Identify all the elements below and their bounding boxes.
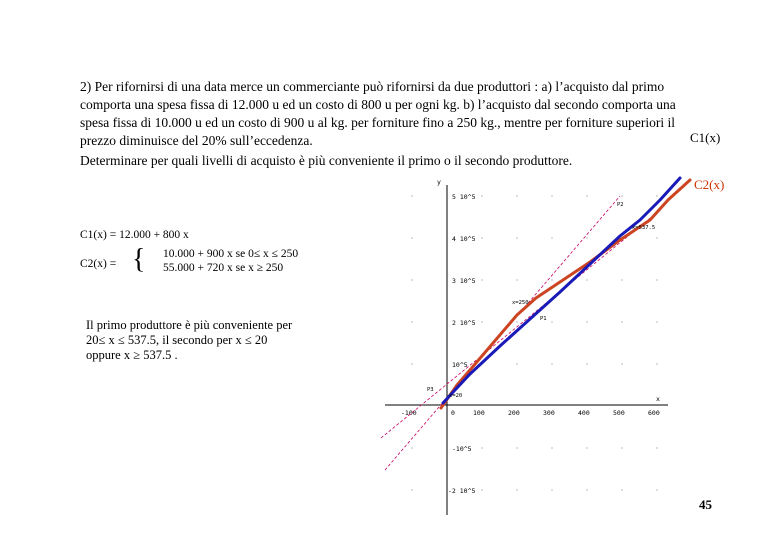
grid-dot — [516, 321, 517, 322]
grid-dot — [656, 279, 657, 280]
c2-curve — [441, 180, 690, 408]
grid-dot — [586, 489, 587, 490]
piecewise-brace: { — [132, 244, 146, 275]
point-x250-label: x=250 — [512, 300, 529, 306]
grid-dot — [656, 363, 657, 364]
grid-dot — [411, 237, 412, 238]
grid-dot — [551, 447, 552, 448]
grid-dot — [621, 321, 622, 322]
x-tick-500: 500 — [613, 409, 625, 417]
grid-dot — [621, 195, 622, 196]
x-tick-zero: 0 — [451, 409, 455, 417]
y-tick-5e5: 5 10^5 — [452, 193, 476, 201]
grid-dot — [411, 279, 412, 280]
grid-dot — [586, 447, 587, 448]
problem-line-4: prezzo diminuisce del 20% sull’eccedenza. — [80, 133, 313, 148]
y-axis-label: y — [437, 178, 441, 186]
grid-dot — [516, 279, 517, 280]
conclusion-line-1: Il primo produttore è più conveniente per — [86, 318, 293, 332]
grid-dot — [656, 195, 657, 196]
c1-legend-label: C1(x) — [690, 130, 721, 145]
point-p3-label: P3 — [427, 387, 434, 393]
x-tick-100: 100 — [473, 409, 485, 417]
y-tick-neg-1e5: -10^5 — [452, 445, 472, 453]
grid-dot — [551, 321, 552, 322]
grid-dot — [551, 195, 552, 196]
grid-dot — [656, 321, 657, 322]
grid-dot — [586, 363, 587, 364]
c2-case-1: 10.000 + 900 x se 0≤ x ≤ 250 — [163, 248, 299, 260]
conclusion-line-3: oppure x ≥ 537.5 . — [86, 348, 178, 362]
grid-dot — [586, 321, 587, 322]
page-number: 45 — [699, 497, 712, 512]
grid-dot — [481, 279, 482, 280]
grid-dot — [516, 489, 517, 490]
grid-dot — [621, 279, 622, 280]
grid-dot — [586, 195, 587, 196]
y-tick-2e5: 2 10^5 — [452, 319, 476, 327]
grid-dot — [551, 363, 552, 364]
grid-dot — [481, 321, 482, 322]
grid-dot — [551, 489, 552, 490]
grid-dot — [411, 363, 412, 364]
problem-line-1: 2) Per rifornirsi di una data merce un commerciante può rifornirsi da due produttori : a) l’acquisto dal primo — [80, 79, 665, 94]
grid-dot — [516, 363, 517, 364]
c2-legend-label: C2(x) — [694, 177, 725, 192]
conclusion-line-2: 20≤ x ≤ 537.5, il secondo per x ≤ 20 — [86, 333, 268, 347]
grid-dot — [516, 447, 517, 448]
c2-case-2: 55.000 + 720 x se x ≥ 250 — [163, 262, 284, 274]
grid-dot — [586, 279, 587, 280]
c1-extension-line — [381, 210, 660, 438]
grid-dot — [551, 237, 552, 238]
y-tick-neg-2e5: -2 10^5 — [448, 487, 476, 495]
grid-dot — [411, 489, 412, 490]
grid-dot — [481, 237, 482, 238]
c1-curve — [443, 178, 680, 403]
y-tick-1e5: 10^5 — [452, 361, 468, 369]
problem-line-3: spesa fissa di 10.000 u ed un costo di 900 u al kg. per forniture fino a 250 kg., mentre per forniture superiori il — [80, 115, 675, 130]
point-x537-label: x=537.5 — [632, 225, 656, 231]
point-x20-label: x=20 — [449, 393, 463, 399]
point-p2-label: P2 — [617, 202, 624, 208]
x-axis-label: x — [656, 395, 660, 403]
grid-dot — [656, 447, 657, 448]
c1-equation: C1(x) = 12.000 + 800 x — [80, 229, 189, 241]
x-tick-200: 200 — [508, 409, 520, 417]
y-tick-4e5: 4 10^5 — [452, 235, 476, 243]
x-tick-400: 400 — [578, 409, 590, 417]
grid-dot — [656, 489, 657, 490]
x-tick-600: 600 — [648, 409, 660, 417]
grid-dot — [411, 447, 412, 448]
grid-dot — [621, 447, 622, 448]
grid-dot — [481, 489, 482, 490]
grid-dot — [516, 237, 517, 238]
grid-dot — [481, 195, 482, 196]
grid-dot — [481, 447, 482, 448]
grid-dot — [411, 195, 412, 196]
y-tick-3e5: 3 10^5 — [452, 277, 476, 285]
grid-dot — [586, 237, 587, 238]
grid-dot — [621, 489, 622, 490]
grid-dot — [516, 195, 517, 196]
c2-equation-label: C2(x) = — [80, 258, 117, 270]
x-tick-neg100: -100 — [401, 409, 417, 417]
x-tick-300: 300 — [543, 409, 555, 417]
grid-dot — [551, 279, 552, 280]
grid-dot — [656, 237, 657, 238]
grid-dot — [411, 321, 412, 322]
question-text: Determinare per quali livelli di acquisto è più conveniente il primo o il secondo produttore. — [80, 153, 573, 168]
point-p1-label: P1 — [540, 316, 547, 322]
problem-line-2: comporta una spesa fissa di 12.000 u ed un costo di 800 u per ogni kg. b) l’acquisto dal secondo comporta una — [80, 97, 676, 112]
grid-dot — [621, 363, 622, 364]
